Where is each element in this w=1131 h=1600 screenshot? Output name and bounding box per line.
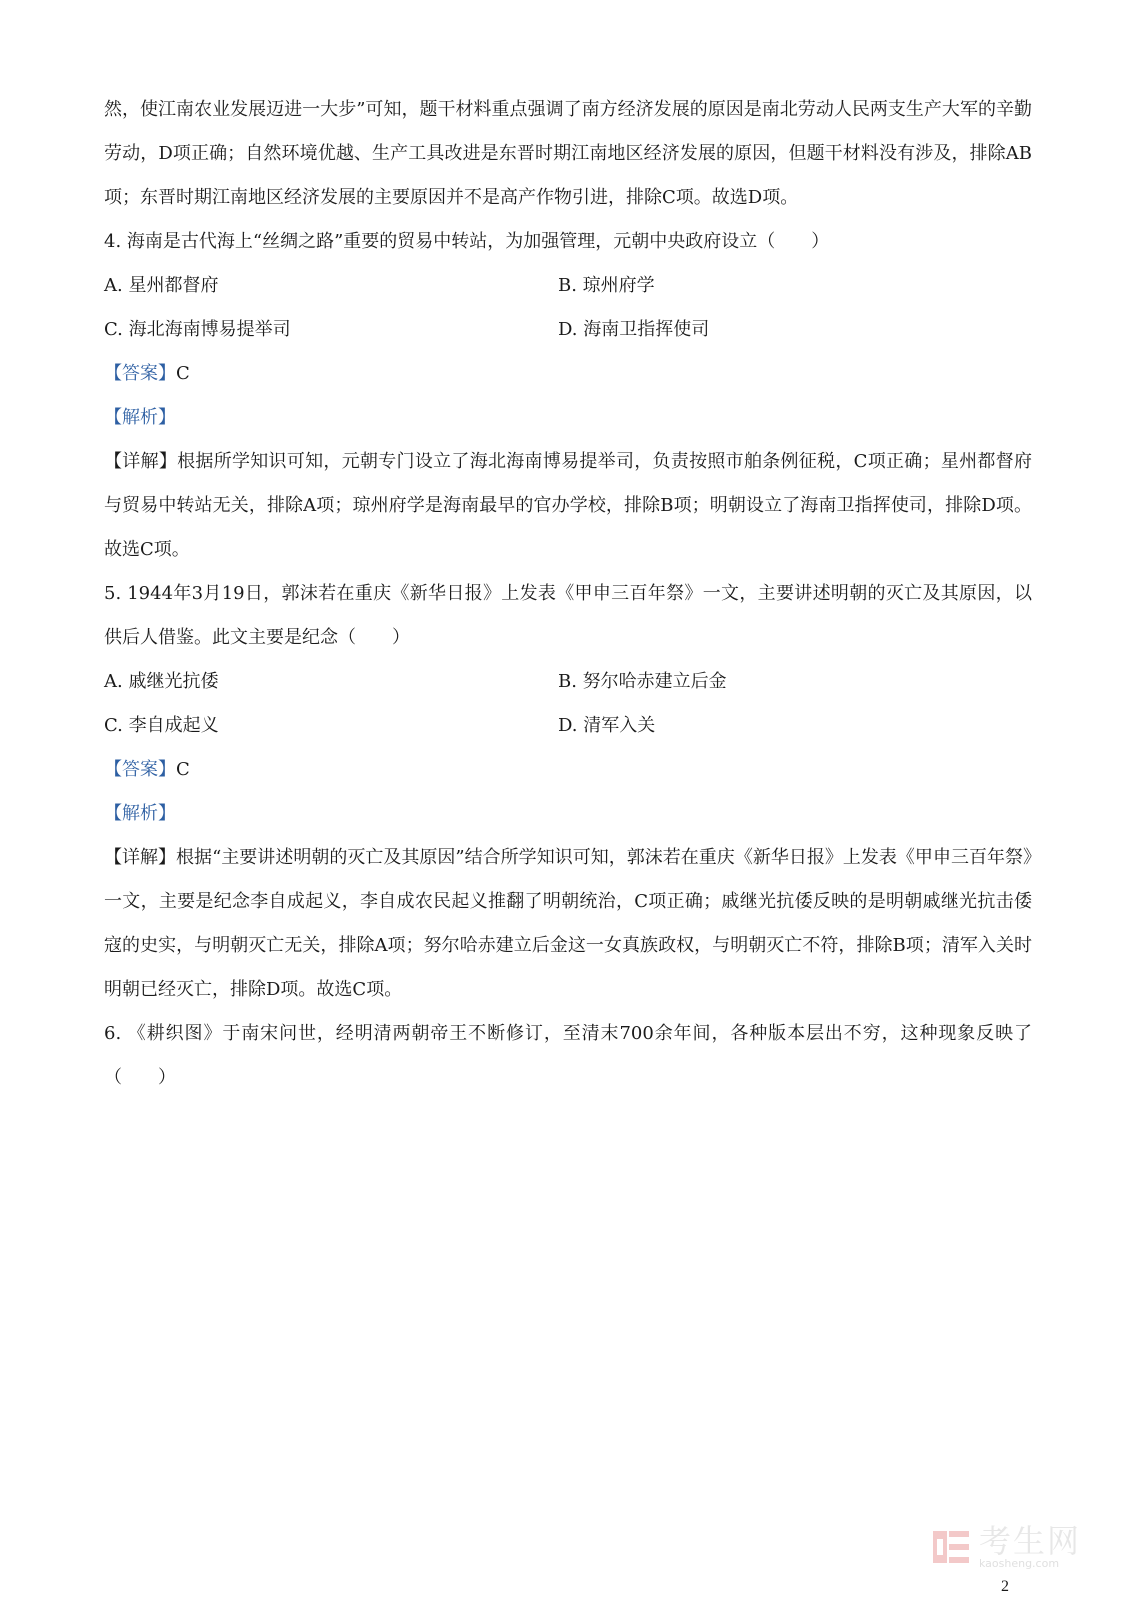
q5-analysis-tag: 【解析】 [104,803,176,824]
q5-answer-value: C [176,759,190,780]
watermark-text [979,1524,1081,1570]
q5-detail [104,836,1032,1012]
question-4: 4. 海南是古代海上“丝绸之路”重要的贸易中转站，为加强管理，元朝中央政府设立（ ） [104,231,830,252]
watermark [931,1524,1081,1570]
q4-answer-value: C [176,363,190,384]
q4-option-d: D. 海南卫指挥使司 [558,319,710,340]
q4-analysis-tag: 【解析】 [104,407,176,428]
q4-answer [104,352,1032,396]
watermark-en: kaosheng.com [978,1557,1060,1570]
page-number: 2 [1001,1578,1009,1595]
q5-option-b: B. 努尔哈赤建立后金 [558,671,727,692]
page-content [104,88,1032,1100]
q5-answer-tag: 【答案】 [104,759,176,780]
q4-detail-tag: 【详解】 [104,451,178,472]
q4-analysis [104,396,1032,440]
question-5: 5. 1944年3月19日，郭沫若在重庆《新华日报》上发表《甲申三百年祭》一文，主要讲述明朝的灭亡及其原因，以供后人借鉴。此文主要是纪念（ ） [104,583,1032,648]
question-6: 6. 《耕织图》于南宋问世，经明清两朝帝王不断修订，至清末700余年间，各种版本层出不穷，这种现象反映了（ ） [104,1023,1032,1088]
watermark-cn: 考生网 [978,1522,1081,1560]
q4-option-c: C. 海北海南博易提举司 [104,319,291,340]
q5-detail-tag: 【详解】 [104,847,177,868]
q5-option-d: D. 清军入关 [558,715,656,736]
q5-answer [104,748,1032,792]
q4-option-a: A. 星州都督府 [104,275,219,296]
q4-answer-tag: 【答案】 [104,363,176,384]
q5-detail-text: 根据“主要讲述明朝的灭亡及其原因”结合所学知识可知，郭沫若在重庆《新华日报》上发表《甲申三百年祭》一文，主要是纪念李自成起义，李自成农民起义推翻了明朝统治，C项正确；戚继光抗倭反映的是明朝戚继光抗击倭寇的史实，与明朝灭亡无关，排除A项；努尔哈赤建立后金这一女真族政权，与明朝灭亡不符，排除B项；清军入关时明朝已经灭亡，排除D项。故选C项。 [104,847,1032,1000]
continued-paragraph: 然，使江南农业发展迈进一大步”可知，题干材料重点强调了南方经济发展的原因是南北劳动人民两支生产大军的辛勤劳动，D项正确；自然环境优越、生产工具改进是东晋时期江南地区经济发展的原因，但题干材料没有涉及，排除AB项；东晋时期江南地区经济发展的主要原因并不是高产作物引进，排除C项。故选D项。 [104,99,1032,208]
q5-options-row-1 [104,660,1032,704]
watermark-logo-icon [931,1527,971,1567]
q4-options-row-2 [104,308,1032,352]
q4-options-row-1 [104,264,1032,308]
q5-options-row-2 [104,704,1032,748]
q4-detail [104,440,1032,572]
q5-option-a: A. 戚继光抗倭 [104,671,219,692]
q4-option-b: B. 琼州府学 [558,275,655,296]
q5-analysis [104,792,1032,836]
q5-option-c: C. 李自成起义 [104,715,219,736]
q4-detail-text: 根据所学知识可知，元朝专门设立了海北海南博易提举司，负责按照市舶条例征税，C项正确；星州都督府与贸易中转站无关，排除A项；琼州府学是海南最早的官办学校，排除B项；明朝设立了海南卫指挥使司，排除D项。故选C项。 [104,451,1032,560]
